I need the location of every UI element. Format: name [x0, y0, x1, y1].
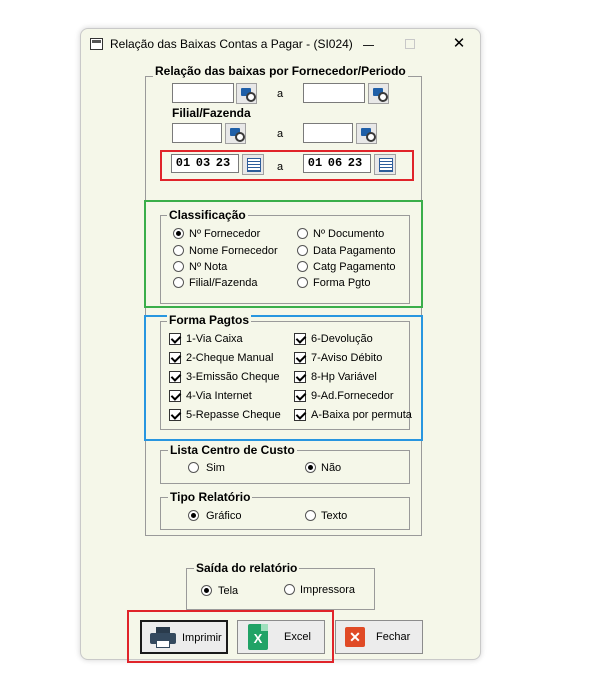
- label-forma-pgto: Forma Pgto: [313, 277, 371, 289]
- label-filial-fazenda: Filial/Fazenda: [189, 277, 258, 289]
- window-app-icon: [90, 38, 103, 50]
- label-via-caixa: 1-Via Caixa: [186, 333, 243, 345]
- imprimir-label: Imprimir: [182, 632, 222, 644]
- date-to-day: 01: [307, 156, 323, 170]
- date-from-day: 01: [175, 156, 191, 170]
- date-from-month: 03: [195, 156, 211, 170]
- radio-data-pagamento[interactable]: [297, 245, 308, 256]
- radio-centro-custo-nao[interactable]: [305, 462, 316, 473]
- checkbox-hp-variavel[interactable]: [294, 371, 306, 383]
- radio-texto[interactable]: [305, 510, 316, 521]
- fechar-label: Fechar: [376, 631, 411, 643]
- label-tela: Tela: [218, 585, 239, 597]
- close-icon: ✕: [345, 627, 365, 647]
- label-fornecedor-num: Nº Fornecedor: [189, 228, 261, 240]
- excel-icon: X: [248, 624, 268, 650]
- fornecedor-to-lookup-icon[interactable]: [368, 83, 389, 104]
- radio-grafico[interactable]: [188, 510, 199, 521]
- checkbox-emissao-cheque[interactable]: [169, 371, 181, 383]
- label-baixa-permuta: A-Baixa por permuta: [311, 409, 412, 421]
- label-emissao-cheque: 3-Emissão Cheque: [186, 371, 280, 383]
- filial-to-input[interactable]: [303, 123, 353, 143]
- date-to-month: 06: [327, 156, 343, 170]
- checkbox-aviso-debito[interactable]: [294, 352, 306, 364]
- label-impressora: Impressora: [300, 584, 356, 596]
- radio-tela[interactable]: [201, 585, 212, 596]
- window-title: Relação das Baixas Contas a Pagar - (SI024): [110, 37, 353, 51]
- date-separator: a: [277, 161, 284, 173]
- filial-from-lookup-icon[interactable]: [225, 123, 246, 144]
- label-via-internet: 4-Via Internet: [186, 390, 252, 402]
- imprimir-button[interactable]: [140, 620, 228, 654]
- radio-filial-fazenda[interactable]: [173, 277, 184, 288]
- checkbox-repasse-cheque[interactable]: [169, 409, 181, 421]
- excel-button[interactable]: [237, 620, 325, 654]
- forma-pagtos-title: Forma Pagtos: [169, 313, 250, 327]
- fornecedor-separator: a: [277, 88, 284, 100]
- tipo-relatorio-title: Tipo Relatório: [170, 490, 251, 504]
- excel-label: Excel: [284, 631, 311, 643]
- label-nota-num: Nº Nota: [189, 261, 228, 273]
- label-grafico: Gráfico: [206, 510, 242, 522]
- label-hp-variavel: 8-Hp Variável: [311, 371, 377, 383]
- checkbox-via-caixa[interactable]: [169, 333, 181, 345]
- label-data-pagamento: Data Pagamento: [313, 245, 396, 257]
- fornecedor-to-input[interactable]: [303, 83, 365, 103]
- date-from-calendar-icon[interactable]: [242, 154, 264, 175]
- minimize-button[interactable]: [360, 36, 378, 54]
- radio-fornecedor-num[interactable]: [173, 228, 184, 239]
- checkbox-devolucao[interactable]: [294, 333, 306, 345]
- date-from-field[interactable]: [171, 154, 239, 173]
- label-devolucao: 6-Devolução: [311, 333, 373, 345]
- label-catg-pagamento: Catg Pagamento: [313, 261, 396, 273]
- radio-impressora[interactable]: [284, 584, 295, 595]
- checkbox-via-internet[interactable]: [169, 390, 181, 402]
- checkbox-baixa-permuta[interactable]: [294, 409, 306, 421]
- checkbox-cheque-manual[interactable]: [169, 352, 181, 364]
- date-to-calendar-icon[interactable]: [374, 154, 396, 175]
- label-aviso-debito: 7-Aviso Débito: [311, 352, 383, 364]
- label-centro-custo-nao: Não: [321, 462, 342, 474]
- label-texto: Texto: [321, 510, 348, 522]
- radio-nome-fornecedor[interactable]: [173, 245, 184, 256]
- fornecedor-from-lookup-icon[interactable]: [236, 83, 257, 104]
- filters-group-title: Relação das baixas por Fornecedor/Periodo: [155, 64, 406, 78]
- radio-documento-num[interactable]: [297, 228, 308, 239]
- label-ad-fornecedor: 9-Ad.Fornecedor: [311, 390, 394, 402]
- filial-to-lookup-icon[interactable]: [356, 123, 377, 144]
- checkbox-ad-fornecedor[interactable]: [294, 390, 306, 402]
- date-from-year: 23: [215, 156, 231, 170]
- classificacao-title: Classificação: [169, 208, 246, 222]
- filial-from-input[interactable]: [172, 123, 222, 143]
- radio-catg-pagamento[interactable]: [297, 261, 308, 272]
- date-to-field[interactable]: [303, 154, 371, 173]
- fechar-button[interactable]: [335, 620, 423, 654]
- filial-separator: a: [277, 128, 284, 140]
- fornecedor-from-input[interactable]: [172, 83, 234, 103]
- filial-label: Filial/Fazenda: [172, 106, 251, 120]
- label-repasse-cheque: 5-Repasse Cheque: [186, 409, 281, 421]
- radio-forma-pgto[interactable]: [297, 277, 308, 288]
- printer-icon: [150, 627, 176, 649]
- centro-custo-title: Lista Centro de Custo: [170, 443, 295, 457]
- label-nome-fornecedor: Nome Fornecedor: [189, 245, 278, 257]
- label-cheque-manual: 2-Cheque Manual: [186, 352, 274, 364]
- label-centro-custo-sim: Sim: [206, 462, 225, 474]
- radio-nota-num[interactable]: [173, 261, 184, 272]
- saida-title: Saída do relatório: [196, 561, 298, 575]
- label-documento-num: Nº Documento: [313, 228, 385, 240]
- date-to-year: 23: [347, 156, 363, 170]
- close-window-button[interactable]: ✕: [452, 35, 466, 52]
- maximize-button: [405, 39, 415, 49]
- radio-centro-custo-sim[interactable]: [188, 462, 199, 473]
